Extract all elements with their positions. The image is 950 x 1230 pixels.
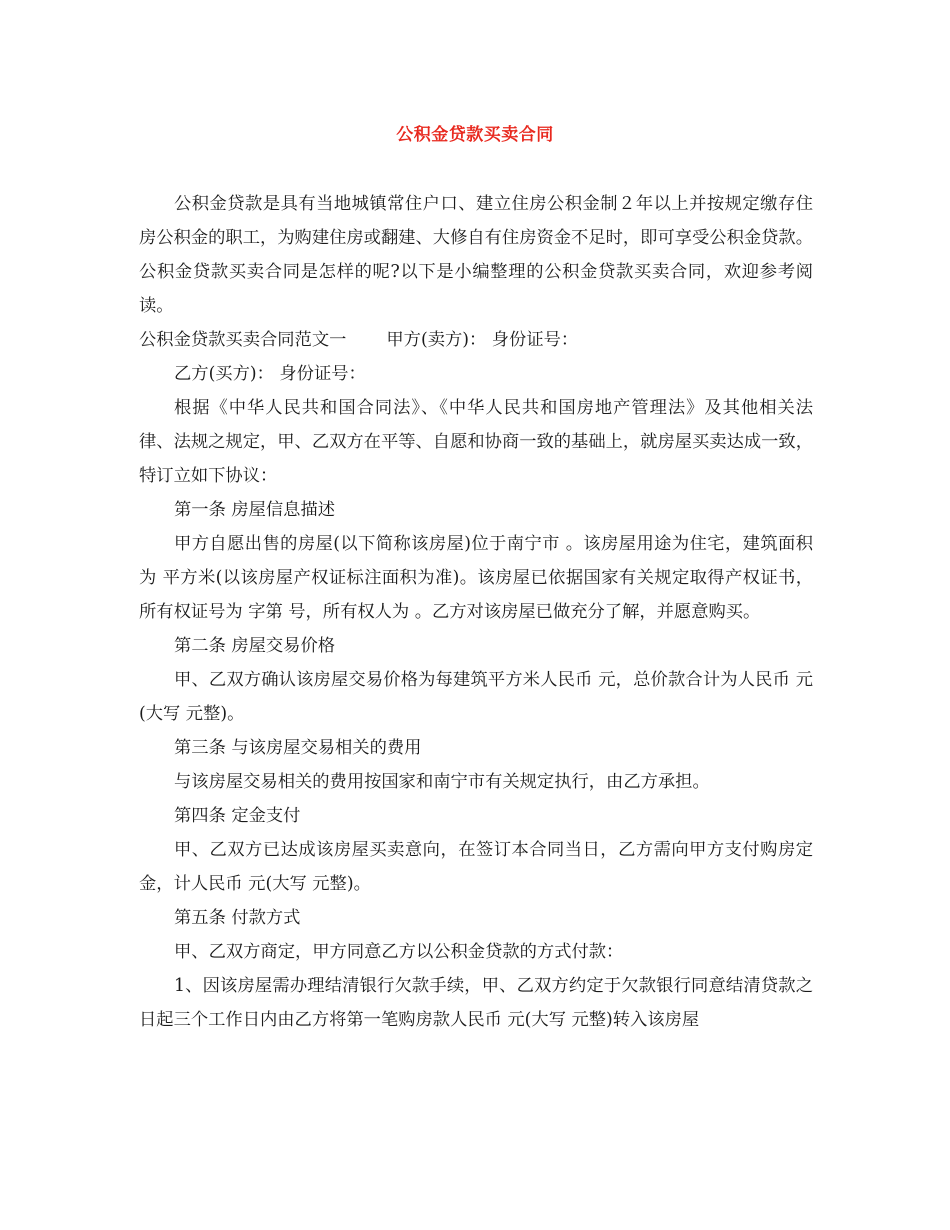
- document-body: [139, 187, 813, 1037]
- preamble-paragraph: 根据《中华人民共和国合同法》、《中华人民共和国房地产管理法》及其他相关法律、法规之规定，甲、乙双方在平等、自愿和协商一致的基础上，就房屋买卖达成一致，特订立如下协议：: [139, 398, 813, 486]
- article-1-title: 第一条 房屋信息描述: [174, 500, 336, 520]
- article-4-body: 甲、乙双方已达成该房屋买卖意向，在签订本合同当日，乙方需向甲方支付购房定金，计人民币 元(大写 元整)。: [139, 840, 813, 894]
- party-b-line: 乙方(买方)： 身份证号：: [174, 364, 366, 384]
- article-5-title: 第五条 付款方式: [174, 908, 301, 928]
- article-2-body: 甲、乙双方确认该房屋交易价格为每建筑平方米人民币 元，总价款合计为人民币 元(大写 元整)。: [139, 670, 813, 724]
- article-5-item-1: 1、因该房屋需办理结清银行欠款手续，甲、乙双方约定于欠款银行同意结清贷款之日起三个工作日内由乙方将第一笔购房款人民币 元(大写 元整)转入该房屋: [139, 976, 813, 1030]
- article-5-body: 甲、乙双方商定，甲方同意乙方以公积金贷款的方式付款：: [174, 942, 624, 962]
- intro-paragraph: 公积金贷款是具有当地城镇常住户口、建立住房公积金制２年以上并按规定缴存住房公积金的职工，为购建住房或翻建、大修自有住房资金不足时，即可享受公积金贷款。公积金贷款买卖合同是怎样的呢?以下是小编整理的公积金贷款买卖合同，欢迎参考阅读。: [139, 194, 813, 316]
- article-1-body: 甲方自愿出售的房屋(以下简称该房屋)位于南宁市 。该房屋用途为住宅，建筑面积为 平方米(以该房屋产权证标注面积为准)。该房屋已依据国家有关规定取得产权证书，所有权证号为 字第 号，所有权人为 。乙方对该房屋已做充分了解，并愿意购买。: [139, 534, 813, 622]
- sample-heading: 公积金贷款买卖合同范文一: [139, 330, 347, 350]
- sample-heading-line: [139, 323, 813, 357]
- article-2-title: 第二条 房屋交易价格: [174, 636, 336, 656]
- article-3-title: 第三条 与该房屋交易相关的费用: [174, 738, 422, 758]
- article-4-title: 第四条 定金支付: [174, 806, 301, 826]
- article-3-body: 与该房屋交易相关的费用按国家和南宁市有关规定执行，由乙方承担。: [174, 772, 710, 792]
- document-title: 公积金贷款买卖合同: [396, 125, 554, 145]
- party-a-line: 甲方(卖方)： 身份证号：: [386, 330, 579, 350]
